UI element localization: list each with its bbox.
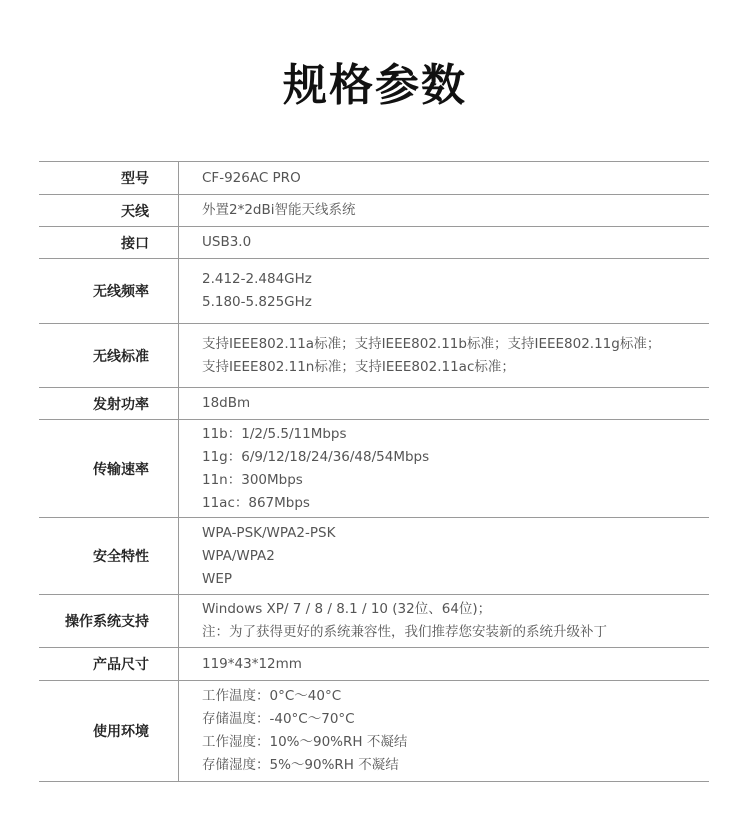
spec-value: [179, 324, 709, 387]
spec-value-line: 工作湿度：10%～90%RH 不凝结: [202, 734, 408, 750]
spec-row: [39, 388, 709, 420]
spec-table: [39, 161, 709, 782]
spec-row: [39, 420, 709, 518]
spec-value-line: Windows XP/ 7 / 8 / 8.1 / 10 (32位、64位)；: [202, 601, 492, 617]
spec-value-line: 注：为了获得更好的系统兼容性，我们推荐您安装新的系统升级补丁: [202, 624, 607, 640]
spec-value: [179, 518, 709, 594]
spec-row: [39, 324, 709, 388]
spec-label: 无线频率: [39, 259, 179, 323]
spec-label: 产品尺寸: [39, 648, 179, 680]
spec-label: 安全特性: [39, 518, 179, 594]
spec-value-line: 11b：1/2/5.5/11Mbps: [202, 425, 347, 442]
spec-value-line: 支持IEEE802.11a标准；支持IEEE802.11b标准；支持IEEE802.11g标准；: [202, 335, 661, 352]
spec-value: [179, 227, 709, 258]
spec-value-line: 11n：300Mbps: [202, 471, 303, 488]
page-title: 规格参数: [283, 60, 467, 111]
spec-label: 天线: [39, 195, 179, 226]
spec-row: [39, 681, 709, 782]
spec-value: [179, 681, 709, 781]
spec-label: 发射功率: [39, 388, 179, 419]
spec-value: [179, 648, 709, 680]
spec-label: 使用环境: [39, 681, 179, 781]
spec-row: [39, 195, 709, 227]
spec-label: 操作系统支持: [39, 595, 179, 647]
spec-value: [179, 162, 709, 194]
spec-value-line: WPA/WPA2: [202, 547, 275, 564]
spec-row: [39, 259, 709, 324]
spec-value-line: 外置2*2dBi智能天线系统: [202, 202, 356, 218]
spec-value-line: 2.412-2.484GHz: [202, 271, 312, 287]
spec-value: [179, 259, 709, 323]
spec-value: [179, 595, 709, 647]
spec-value-line: 工作温度：0°C～40°C: [202, 688, 342, 704]
spec-label: 无线标准: [39, 324, 179, 387]
spec-row: [39, 518, 709, 595]
spec-label: 型号: [39, 162, 179, 194]
spec-value-line: 5.180-5.825GHz: [202, 294, 312, 310]
spec-label: 传输速率: [39, 420, 179, 517]
spec-value-line: 11ac：867Mbps: [202, 494, 310, 511]
spec-row: [39, 648, 709, 681]
spec-row: [39, 595, 709, 648]
spec-value: [179, 195, 709, 226]
spec-value-line: 存储湿度：5%～90%RH 不凝结: [202, 757, 399, 773]
spec-value: [179, 420, 709, 517]
spec-row: [39, 162, 709, 195]
spec-value-line: USB3.0: [202, 234, 252, 250]
spec-value-line: CF-926AC PRO: [202, 169, 301, 186]
spec-value-line: WPA-PSK/WPA2-PSK: [202, 524, 336, 541]
spec-value-line: 支持IEEE802.11n标准；支持IEEE802.11ac标准；: [202, 358, 515, 375]
spec-value-line: 存储温度：-40°C～70°C: [202, 711, 355, 727]
spec-row: [39, 227, 709, 259]
spec-value-line: 119*43*12mm: [202, 655, 302, 672]
spec-value-line: 18dBm: [202, 395, 251, 411]
spec-value: [179, 388, 709, 419]
spec-label: 接口: [39, 227, 179, 258]
spec-value-line: WEP: [202, 570, 233, 587]
spec-value-line: 11g：6/9/12/18/24/36/48/54Mbps: [202, 448, 430, 465]
